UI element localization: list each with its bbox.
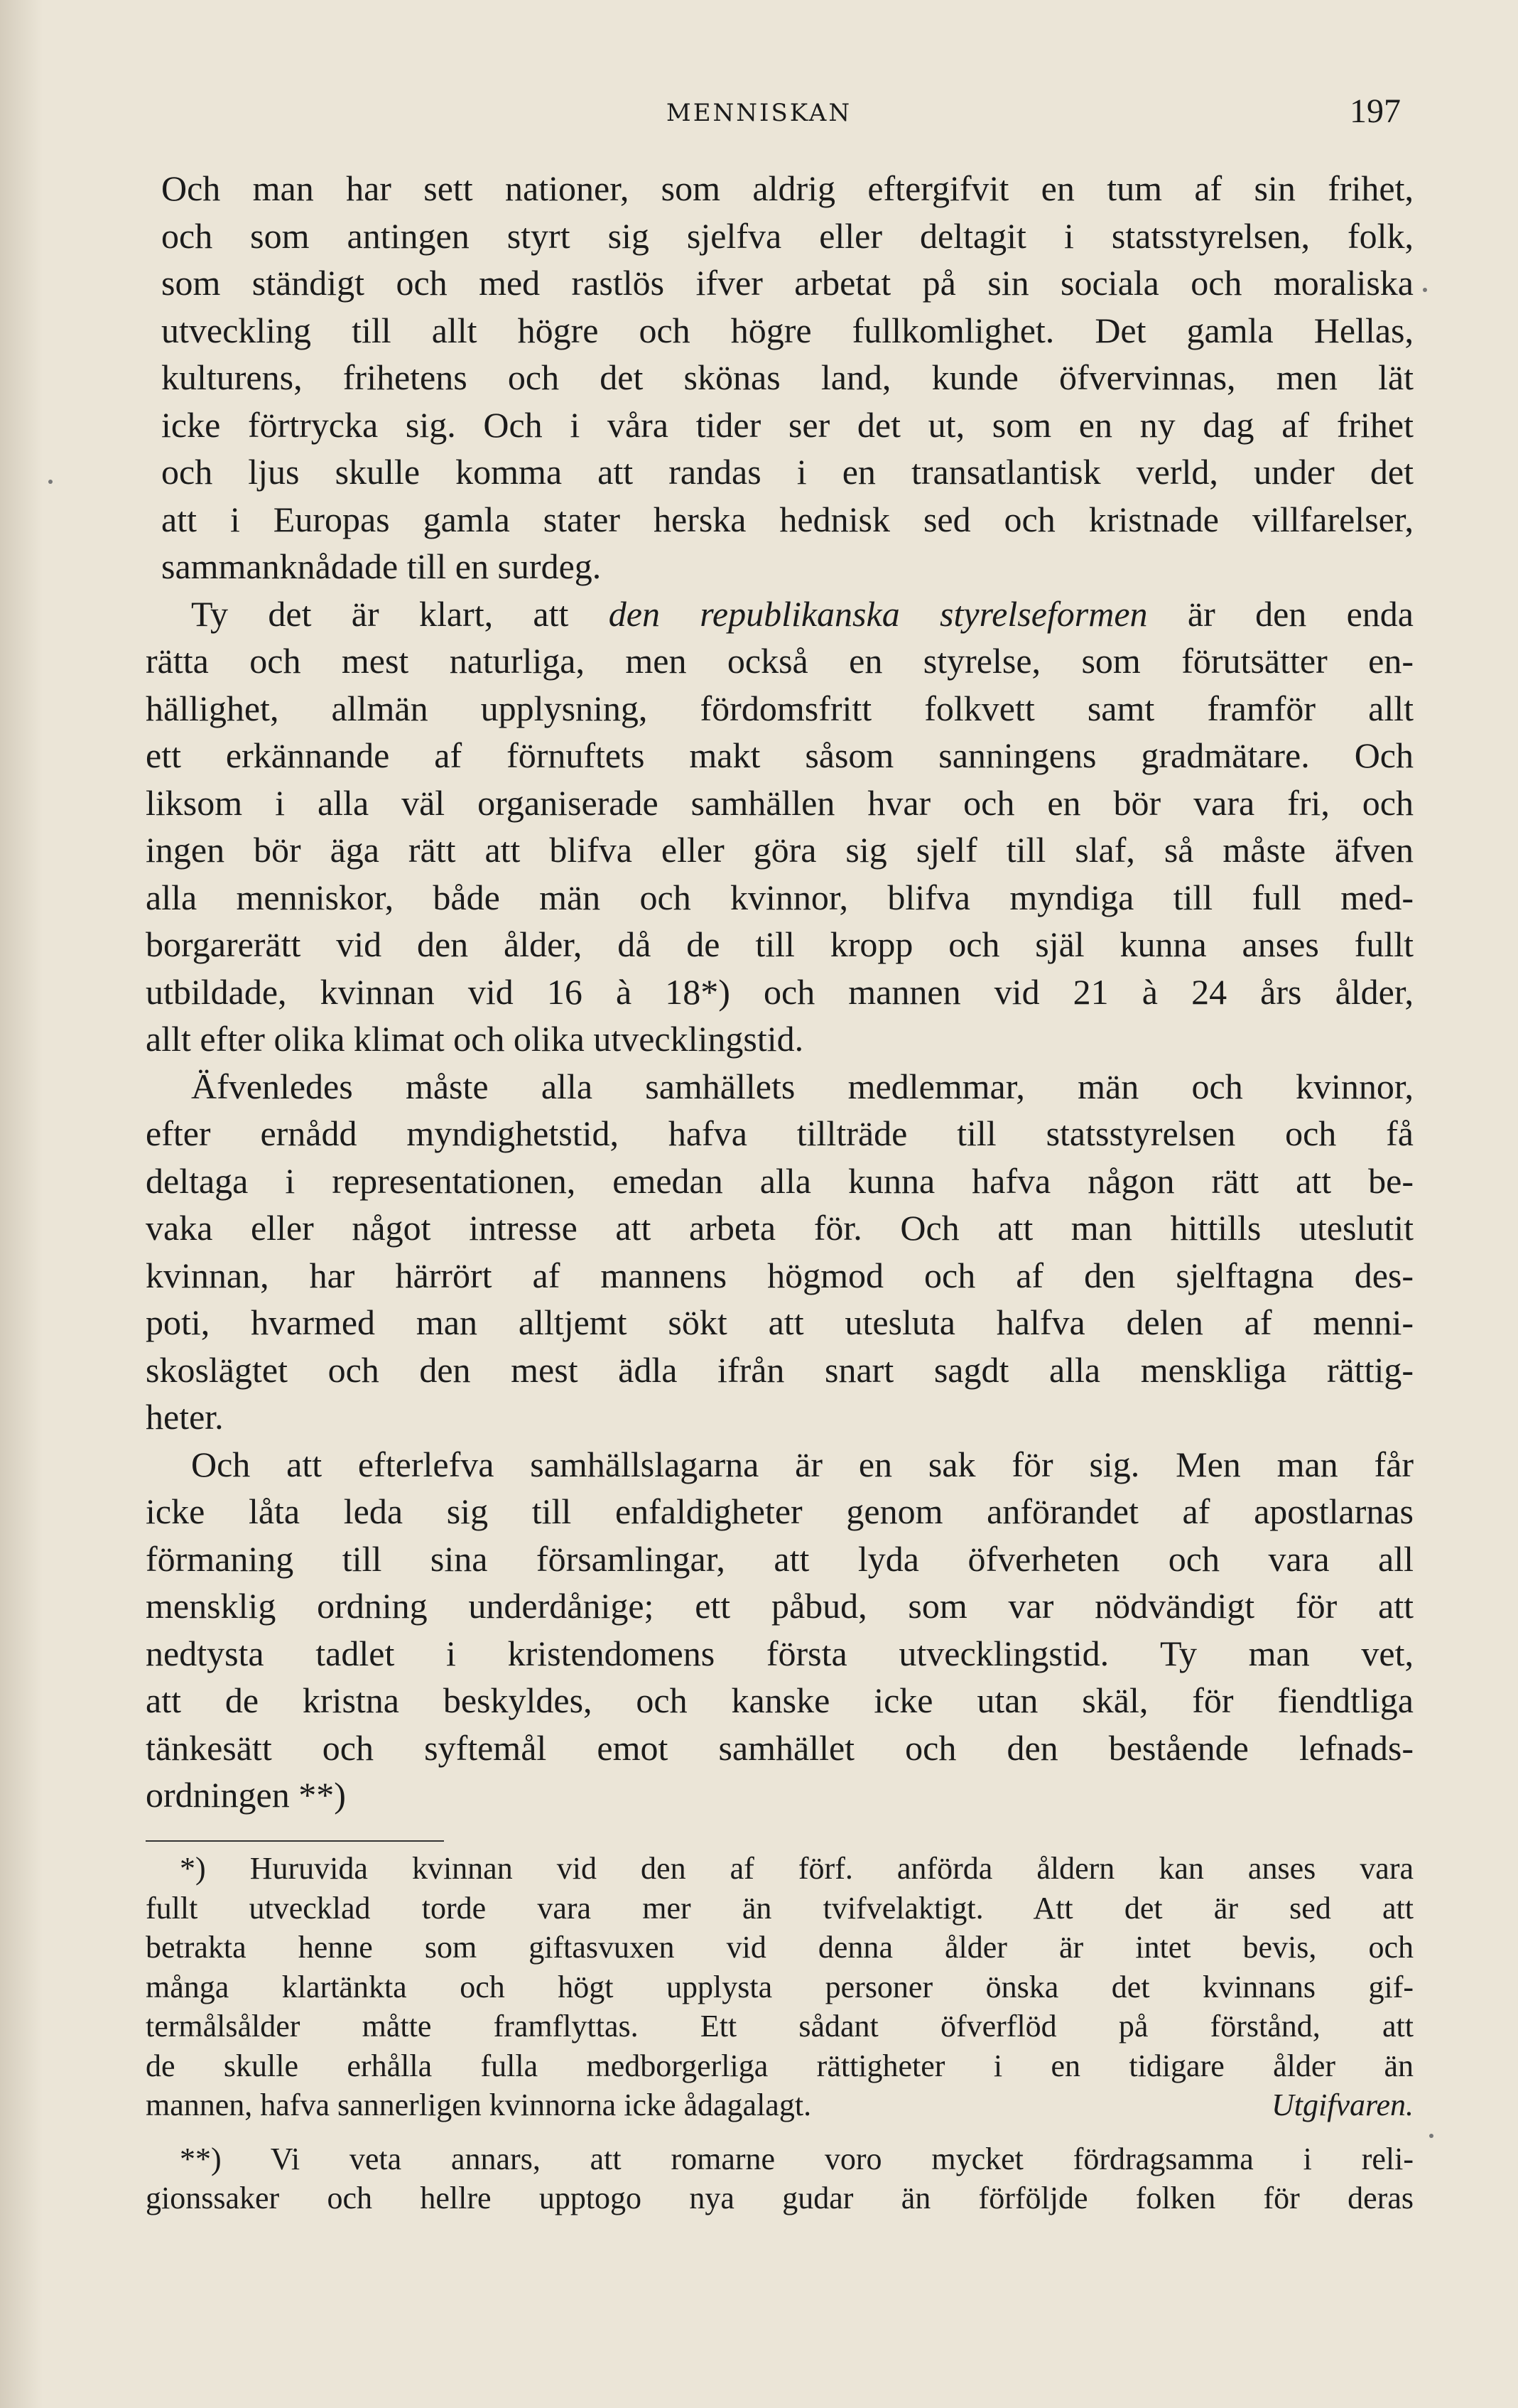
page-number: 197: [1350, 92, 1401, 130]
text-line: alla menniskor, både män och kvinnor, blifva myndiga till full med-: [146, 877, 1414, 917]
footnote-line: *) Huruvida kvinnan vid den af förf. anförda åldern kan anses vara: [180, 1851, 1414, 1886]
text-line: och ljus skulle komma att randas i en transatlantisk verld, under det: [161, 452, 1414, 492]
text-line: hällighet, allmän upplysning, fördomsfritt folkvett samt framför allt: [146, 688, 1414, 728]
text-line: rätta och mest naturliga, men också en styrelse, som förutsätter en-: [146, 641, 1414, 681]
footnote-signature: Utgifvaren.: [1272, 2088, 1414, 2122]
text-line: att de kristna beskyldes, och kanske icke utan skäl, för fiendtliga: [146, 1680, 1414, 1720]
paragraph-1: [146, 165, 1414, 590]
text-line: poti, hvarmed man alltjemt sökt att utesluta halfva delen af menni-: [146, 1302, 1414, 1342]
footnote-line: [146, 2085, 1414, 2125]
text-line: icke förtrycka sig. Och i våra tider ser det ut, som en ny dag af frihet: [161, 404, 1414, 445]
paragraph-3: [146, 1063, 1414, 1441]
text-run: är den enda: [1147, 593, 1414, 634]
text-line: [146, 590, 1414, 638]
text-line: kulturens, frihetens och det skönas land, kunde öfvervinnas, men lät: [161, 357, 1414, 397]
text-line: utveckling till allt högre och högre fullkomlighet. Det gamla Hellas,: [161, 310, 1414, 350]
text-line: liksom i alla väl organiserade samhällen hvar och en bör vara fri, och: [146, 782, 1414, 823]
text-line: efter ernådd myndighetstid, hafva tillträde till statsstyrelsen och få: [146, 1113, 1414, 1153]
paper-speck: [1423, 288, 1427, 292]
paper-speck: [1429, 2134, 1433, 2138]
text-line: Äfvenledes måste alla samhällets medlemmar, män och kvinnor,: [191, 1066, 1414, 1106]
running-head: [0, 89, 1518, 146]
text-run: Ty det är klart, att: [191, 593, 609, 634]
running-title: MENNISKAN: [666, 99, 852, 127]
text-line: och som antingen styrt sig sjelfva eller deltagit i statsstyrelsen, folk,: [161, 215, 1414, 256]
text-line: skoslägtet och den mest ädla ifrån snart sagdt alla menskliga rättig-: [146, 1349, 1414, 1390]
text-line: ordningen **): [146, 1775, 346, 1815]
footnote-line: **) Vi veta annars, att romarne voro mycket fördragsamma i reli-: [180, 2141, 1414, 2176]
text-line: ett erkännande af förnuftets makt såsom sanningens gradmätare. Och: [146, 735, 1414, 775]
footnote-line: betrakta henne som giftasvuxen vid denna ålder är intet bevis, och: [146, 1930, 1414, 1965]
text-line: sammanknådade till en surdeg.: [161, 546, 602, 586]
text-line: vaka eller något intresse att arbeta för. Och att man hittills uteslutit: [146, 1208, 1414, 1248]
footnote-1: [146, 1849, 1414, 2125]
text-line: heter.: [146, 1397, 224, 1437]
text-line: Och man har sett nationer, som aldrig eftergifvit en tum af sin frihet,: [161, 168, 1414, 208]
footnotes: [146, 1849, 1414, 2232]
text-line: utbildade, kvinnan vid 16 à 18*) och mannen vid 21 à 24 års ålder,: [146, 971, 1414, 1012]
paper-speck: [48, 480, 53, 484]
page-gutter-shadow: [0, 0, 43, 2408]
footnote-line: fullt utvecklad torde vara mer än tvifvelaktigt. Att det är sed att: [146, 1890, 1414, 1926]
text-line: allt efter olika klimat och olika utvecklingstid.: [146, 1019, 804, 1059]
body-text: [146, 165, 1414, 1819]
text-line: icke låta leda sig till enfaldigheter genom anförandet af apostlarnas: [146, 1491, 1414, 1531]
footnote-2: [146, 2139, 1414, 2218]
text-line: kvinnan, har härrört af mannens högmod och af den sjelftagna des-: [146, 1255, 1414, 1295]
text-line: förmaning till sina församlingar, att lyda öfverheten och vara all: [146, 1538, 1414, 1579]
emphasized-phrase: den republikanska styrelseformen: [608, 593, 1148, 634]
footnote-line: termålsålder måtte framflyttas. Ett sådant öfverflöd på förstånd, att: [146, 2009, 1414, 2043]
text-line: nedtysta tadlet i kristendomens första utvecklingstid. Ty man vet,: [146, 1633, 1414, 1673]
text-line: mensklig ordning underdånige; ett påbud, som var nödvändigt för att: [146, 1586, 1414, 1626]
footnote-divider: [146, 1840, 444, 1842]
footnote-line: många klartänkta och högt upplysta personer önska det kvinnans gif-: [146, 1969, 1414, 2004]
text-line: tänkesätt och syftemål emot samhället och den bestående lefnads-: [146, 1727, 1414, 1768]
text-line: borgarerätt vid den ålder, då de till kropp och själ kunna anses fullt: [146, 924, 1414, 964]
text-line: att i Europas gamla stater herska hednisk sed och kristnade villfarelser,: [161, 499, 1414, 539]
footnote-line: gionssaker och hellre upptogo nya gudar än förföljde folken för deras: [146, 2181, 1414, 2215]
text-line: som ständigt och med rastlös ifver arbetat på sin sociala och moraliska: [161, 263, 1414, 303]
footnote-text: mannen, hafva sannerligen kvinnorna icke ådagalagt.: [146, 2088, 812, 2122]
paragraph-2: [146, 590, 1414, 1063]
text-line: Och att efterlefva samhällslagarna är en sak för sig. Men man får: [191, 1444, 1414, 1484]
text-line: ingen bör äga rätt att blifva eller göra sig sjelf till slaf, så måste äfven: [146, 830, 1414, 870]
text-line: deltaga i representationen, emedan alla kunna hafva någon rätt att be-: [146, 1160, 1414, 1201]
paragraph-4: [146, 1441, 1414, 1819]
footnote-line: de skulle erhålla fulla medborgerliga rättigheter i en tidigare ålder än: [146, 2048, 1414, 2083]
